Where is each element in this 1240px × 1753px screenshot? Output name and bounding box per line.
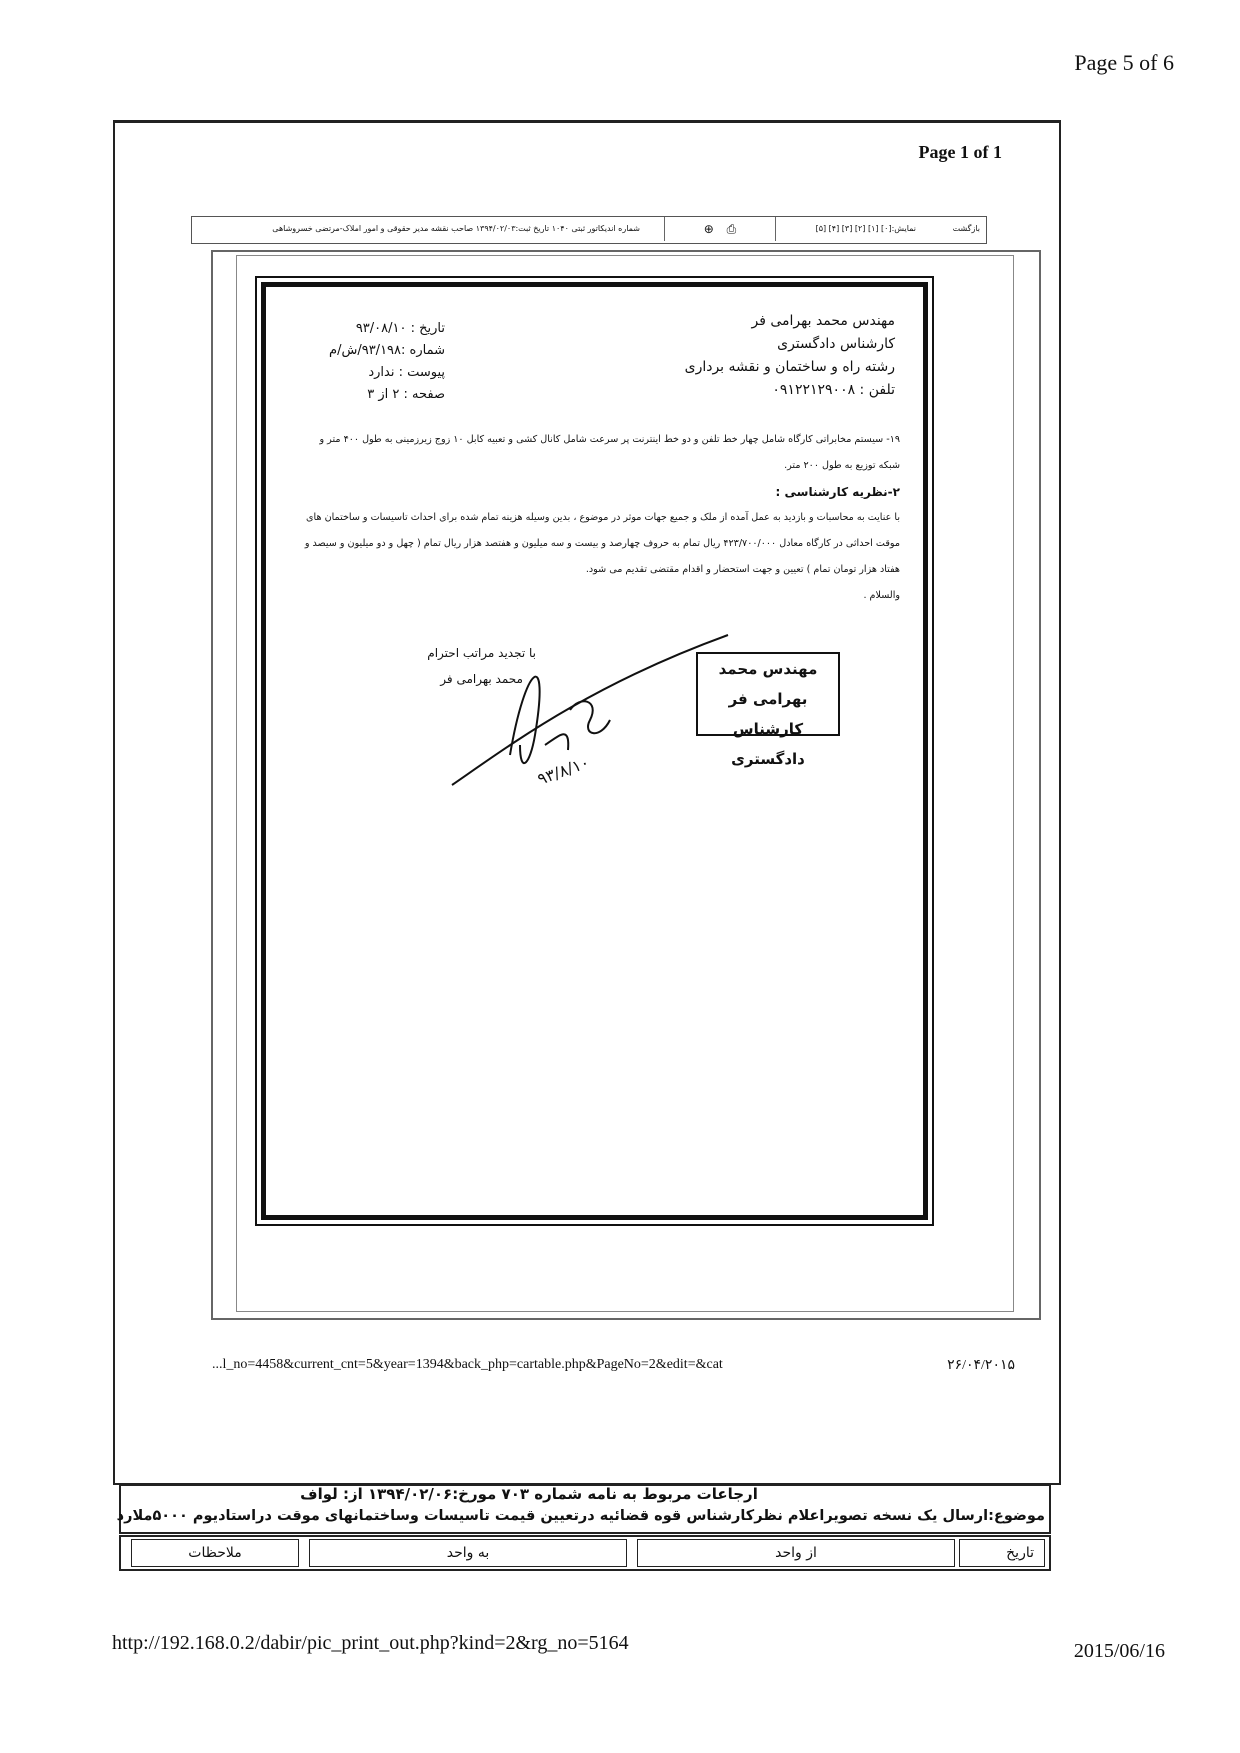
letter-header-meta [305,318,445,406]
stamp: مهندس محمد بهرامی فر کارشناس دادگستری [696,652,840,736]
letter-number: شماره :۹۳/۱۹۸/ش/م [329,343,445,358]
footer-url: http://192.168.0.2/dabir/pic_print_out.php?kind=2&rg_no=5164 [112,1632,629,1654]
printout-url-line: ...l_no=4458&current_cnt=5&year=1394&back_php=cartable.php&PageNo=2&edit=&cat [212,1357,723,1372]
letter-page: صفحه : ۲ از ۳ [367,387,445,402]
column-notes: ملاحظات [131,1539,299,1567]
signature-date: ۹۳/۸/۱۰ [534,752,592,789]
signature-mark [450,625,730,795]
page-number-label: Page 5 of 6 [1074,50,1174,75]
zoom-icon[interactable]: ⊕ [703,222,714,236]
closing-phrase: با تجدید مراتب احترام [427,646,536,660]
toolbar-tools [664,217,776,241]
column-date: تاریخ [959,1539,1045,1567]
footer-date: 2015/06/16 [1073,1640,1165,1662]
letter-body [298,427,900,609]
referral-subject: موضوع:ارسال یک نسخه تصویراعلام نظرکارشناس قوه قضائیه درتعیین قیمت تاسیسات وساختمانهای موقت دراستادیوم ۵۰۰۰ملارد [116,1508,1045,1524]
letter-info: شماره اندیکاتور ثبتی ۱۰۴۰ تاریخ ثبت:۱۳۹۴/۰۲/۰۳ صاحب نقشه مدیر حقوقی و امور املاک-مرتضی خسروشاهی [272,224,640,233]
routing-table [119,1535,1051,1571]
signer-name: محمد بهرامی فر [440,672,523,686]
salutation: والسلام . [863,590,900,601]
referral-heading: ارجاعات مربوط به نامه شماره ۷۰۳ مورخ:۱۳۹۴/۰۲/۰۶ از: لواف [300,1485,758,1503]
sender-title: کارشناس دادگستری [777,336,895,352]
sender-name: مهندس محمد بهرامی فر [751,313,895,329]
letter-header-sender [685,310,895,402]
expert-opinion: با عنایت به محاسبات و بازدید به عمل آمده از ملک و جمیع جهات موثر در موضوع ، بدین وسیله هزینه تمام شده برای احداث تاسیسات و ساختمان های موقت احداثی در کارگاه معادل ۴۲۳/۷۰۰/۰۰۰ ریال تمام به حروف چهارصد و بیست و سه میلیون و هفتصد هزار ریال تمام ( چهل و دو میلیون و سیصد و هفتاد هزار تومان تمام ) تعیین و جهت استحضار و اقدام مقتضی تقدیم می شود. [304,512,900,575]
letter-date: تاریخ : ۹۳/۰۸/۱۰ [355,321,445,336]
back-link[interactable]: بازگشت [952,224,980,233]
sender-field: رشته راه و ساختمان و نقشه برداری [684,359,895,375]
sender-phone: تلفن : ۰۹۱۲۲۱۲۹۰۰۸ [772,382,895,398]
print-icon[interactable]: ⎙ [726,222,737,236]
letter-attachment: پیوست : ندارد [368,365,445,380]
inner-page-number-label: Page 1 of 1 [918,142,1002,162]
section-heading: ۲-نظریه کارشناسی : [775,485,900,499]
page-view-links[interactable]: نمایش:[۰] [۱] [۲] [۳] [۴] [۵] [815,224,916,233]
printout-url-date: ۲۶/۰۴/۲۰۱۵ [947,1358,1015,1373]
item-19: ۱۹- سیستم مخابراتی کارگاه شامل چهار خط تلفن و دو خط اینترنت پر سرعت شامل کانال کشی و تعبیه کابل ۱۰ زوج زیرزمینی به طول ۴۰۰ متر و شبکه توزیع به طول ۲۰۰ متر. [319,434,900,471]
viewer-toolbar [191,216,987,244]
column-to-unit: به واحد [309,1539,627,1567]
column-from-unit: از واحد [637,1539,955,1567]
